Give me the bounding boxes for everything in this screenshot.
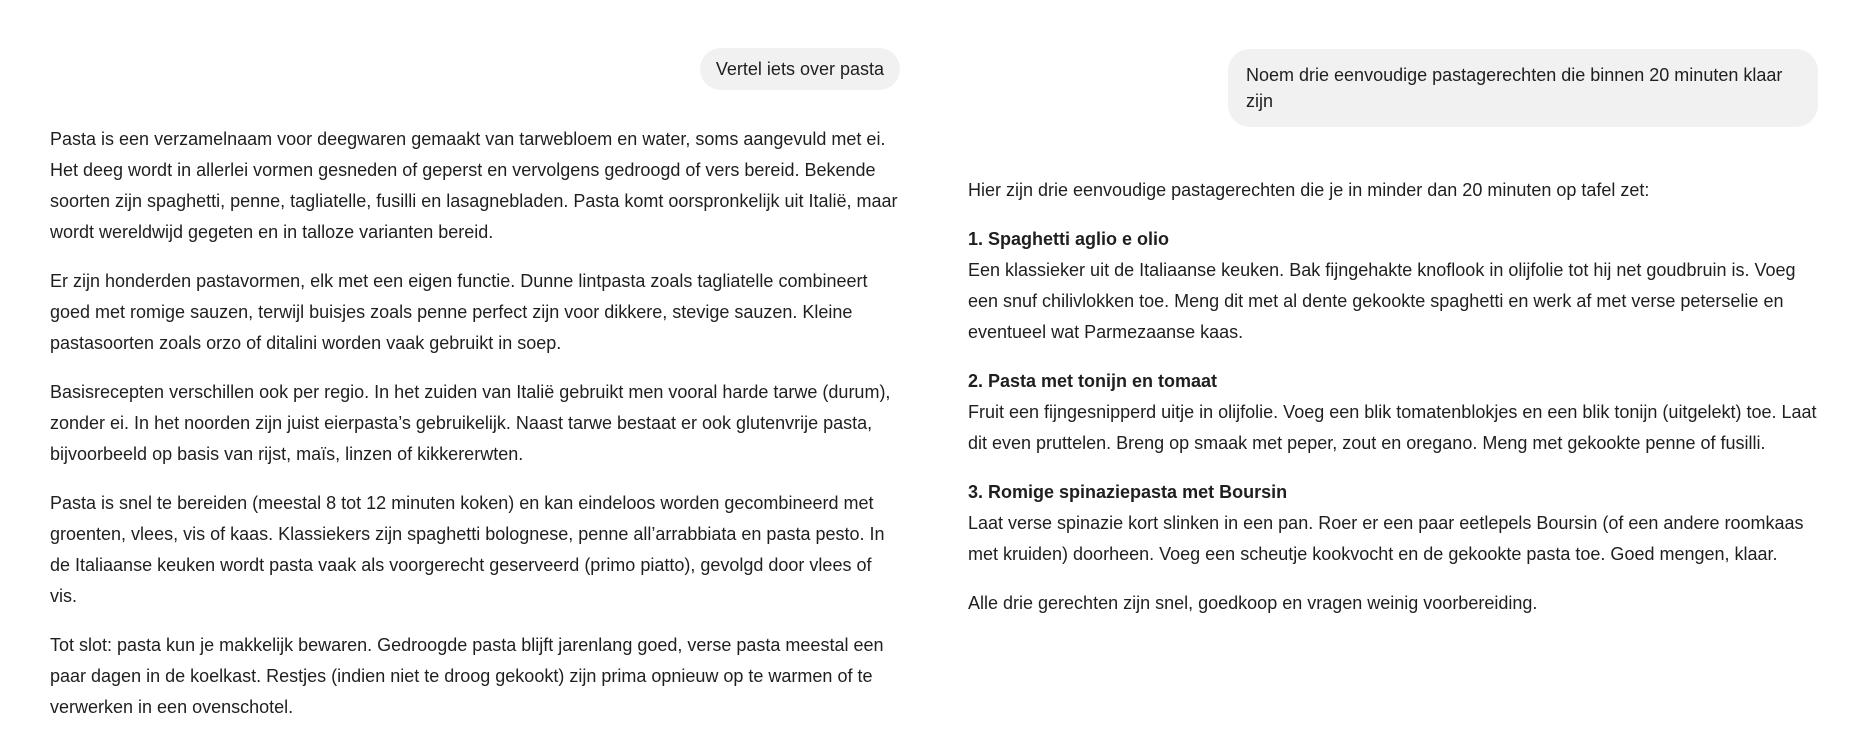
recipe-item [968, 477, 1818, 570]
recipe-item [968, 366, 1818, 459]
response-outro: Alle drie gerechten zijn snel, goedkoop en vragen weinig voorbereiding. [968, 593, 1538, 613]
response-paragraph: Pasta is een verzamelnaam voor deegwaren gemaakt van tarwebloem en water, soms aangevuld met ei. Het deeg wordt in allerlei vormen gesneden of geperst en vervolgens gedroogd of vers bereid. Bekende soorten zijn spaghetti, penne, tagliatelle, fusilli en lasagnebladen. Pasta komt oorspronkelijk uit Italië, maar wordt wereldwijd gegeten en in talloze varianten bereid. [50, 129, 898, 242]
left-chat-pane [50, 0, 900, 741]
recipe-title: 2. Pasta met tonijn en tomaat [968, 371, 1218, 391]
recipe-item [968, 224, 1818, 348]
response-paragraph: Er zijn honderden pastavormen, elk met een eigen functie. Dunne lintpasta zoals tagliatelle combineert goed met romige sauzen, terwijl buisjes zoals penne perfect zijn voor dikkere, stevige sauzen. Kleine pastasoorten zoals orzo of ditalini worden vaak gebruikt in soep. [50, 271, 868, 353]
user-message-row [50, 48, 900, 90]
recipe-title: 1. Spaghetti aglio e olio [968, 229, 1170, 249]
recipe-description: Fruit een fijngesnipperd uitje in olijfolie. Voeg een blik tomatenblokjes en een blik tonijn (uitgelekt) toe. Laat dit even pruttelen. Breng op smaak met peper, zout en oregano. Meng met gekookte penne of fusilli. [968, 402, 1817, 453]
user-message-bubble: Vertel iets over pasta [700, 48, 900, 90]
assistant-response [968, 175, 1818, 619]
response-paragraph: Pasta is snel te bereiden (meestal 8 tot 12 minuten koken) en kan eindeloos worden gecombineerd met groenten, vlees, vis of kaas. Klassiekers zijn spaghetti bolognese, penne all’arrabbiata en pasta pesto. In de Italiaanse keuken wordt pasta vaak als voorgerecht geserveerd (primo piatto), gevolgd door vlees of vis. [50, 493, 885, 606]
right-chat-pane [968, 0, 1818, 637]
user-message-bubble: Noem drie eenvoudige pastagerechten die binnen 20 minuten klaar zijn [1228, 49, 1818, 127]
response-paragraph: Tot slot: pasta kun je makkelijk bewaren. Gedroogde pasta blijft jarenlang goed, verse pasta meestal een paar dagen in de koelkast. Restjes (indien niet te droog gekookt) zijn prima opnieuw op te warmen of te verwerken in een ovenschotel. [50, 635, 884, 717]
recipe-title: 3. Romige spinaziepasta met Boursin [968, 482, 1288, 502]
response-paragraph: Basisrecepten verschillen ook per regio. In het zuiden van Italië gebruikt men vooral harde tarwe (durum), zonder ei. In het noorden zijn juist eierpasta’s gebruikelijk. Naast tarwe bestaat er ook glutenvrije pasta, bijvoorbeeld op basis van rijst, maïs, linzen of kikkererwten. [50, 382, 891, 464]
recipe-description: Een klassieker uit de Italiaanse keuken. Bak fijngehakte knoflook in olijfolie tot hij net goudbruin is. Voeg een snuf chilivlokken toe. Meng dit met al dente gekookte spaghetti en werk af met verse peterselie en eventueel wat Parmezaanse kaas. [968, 260, 1796, 342]
recipe-description: Laat verse spinazie kort slinken in een pan. Roer er een paar eetlepels Boursin (of een andere roomkaas met kruiden) doorheen. Voeg een scheutje kookvocht en de gekookte pasta toe. Goed mengen, klaar. [968, 513, 1804, 564]
response-intro: Hier zijn drie eenvoudige pastagerechten die je in minder dan 20 minuten op tafel zet: [968, 180, 1650, 200]
assistant-response [50, 124, 900, 723]
user-message-row [968, 49, 1818, 127]
